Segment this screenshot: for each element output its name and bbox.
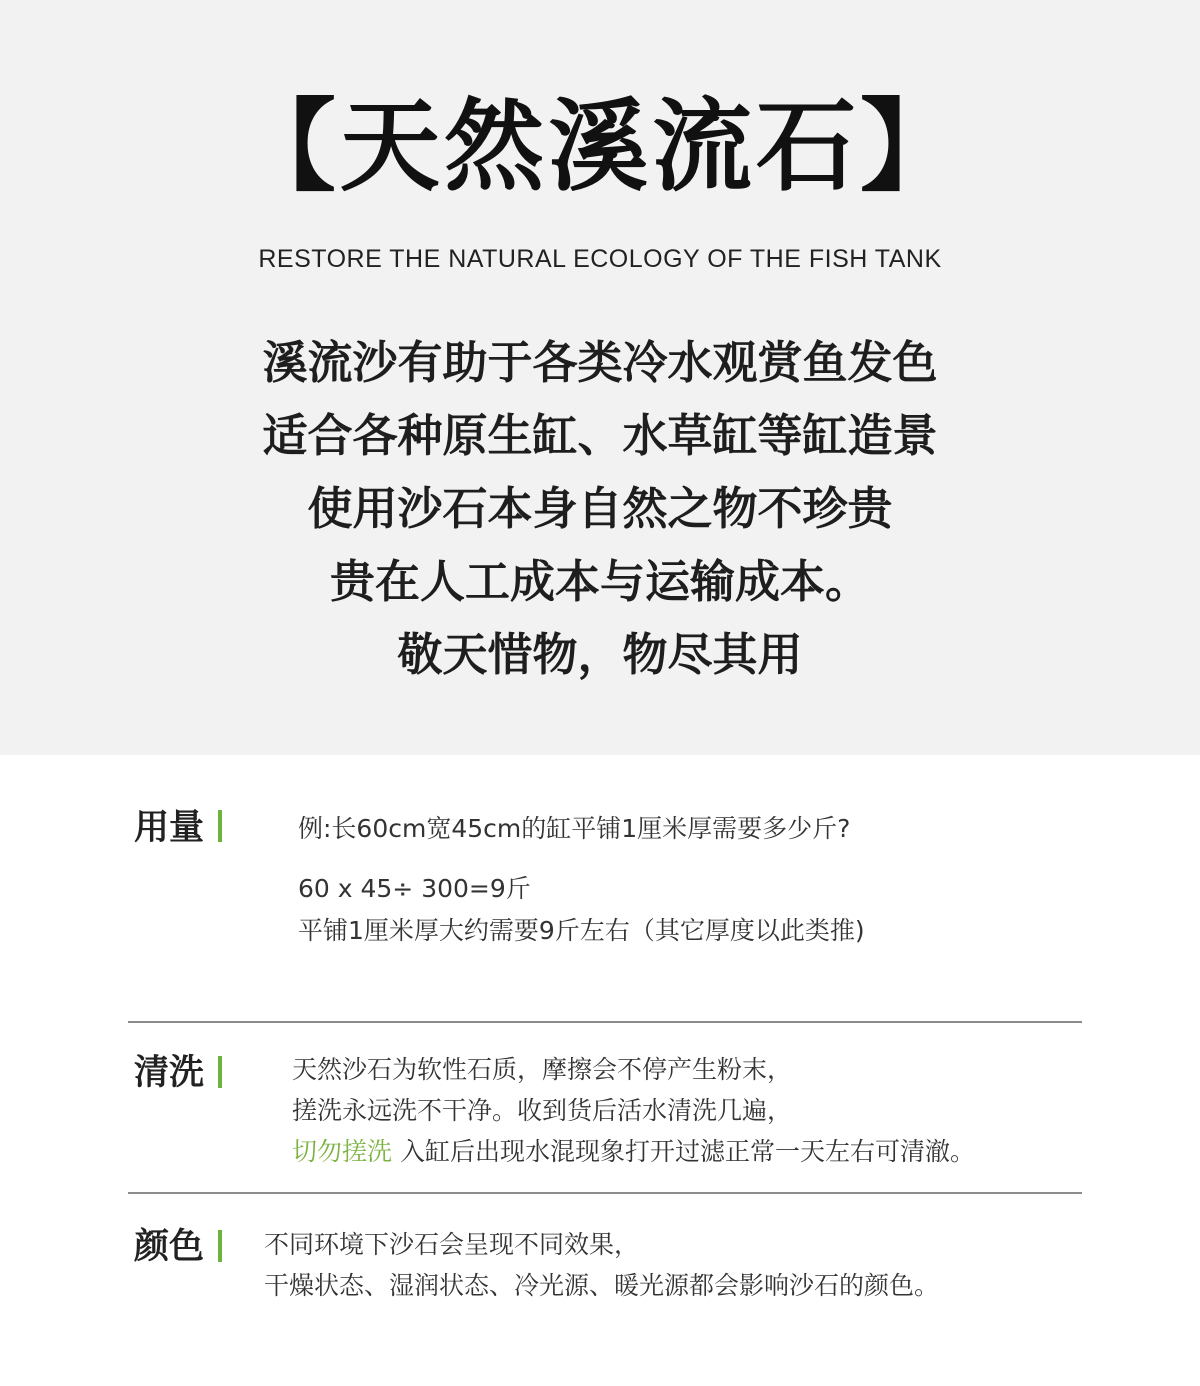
hero-description [0,326,1200,691]
section-divider [128,1021,1082,1023]
cleaning-line-1: 天然沙石为软性石质，摩擦会不停产生粉末， [292,1055,793,1084]
page-subtitle: RESTORE THE NATURAL ECOLOGY OF THE FISH TANK [258,245,942,273]
cleaning-title: 清洗 [134,1053,205,1093]
usage-formula: 60 x 45÷ 300=9斤 [298,874,531,903]
cleaning-line-3-text: 入缸后出现水混现象打开过滤正常一天左右可清澈。 [392,1137,975,1166]
usage-question: 例:长60cm宽45cm的缸平铺1厘米厚需要多少斤? [298,814,851,843]
color-line-1: 不同环境下沙石会呈现不同效果， [264,1230,640,1259]
hero-line: 贵在人工成本与运输成本。 [329,555,870,608]
page-title: 【天然溪流石】 [236,88,964,205]
hero-line: 适合各种原生缸、水草缸等缸造景 [262,409,938,462]
color-accent-bar [218,1230,222,1262]
hero-line: 敬天惜物，物尽其用 [397,628,803,681]
hero-line: 使用沙石本身自然之物不珍贵 [307,482,893,535]
usage-result: 平铺1厘米厚大约需要9斤左右（其它厚度以此类推) [298,916,865,945]
section-divider [128,1192,1082,1194]
color-title: 颜色 [134,1227,205,1267]
cleaning-line-3 [292,1131,975,1172]
hero-line: 溪流沙有助于各类冷水观赏鱼发色 [262,336,938,389]
cleaning-accent-bar [218,1056,222,1088]
color-line-2: 干燥状态、湿润状态、冷光源、暖光源都会影响沙石的颜色。 [264,1271,940,1300]
cleaning-warning: 切勿搓洗 [292,1137,393,1166]
usage-title: 用量 [134,808,205,848]
cleaning-line-2: 搓洗永远洗不干净。收到货后活水清洗几遍， [292,1096,793,1125]
usage-accent-bar [218,810,222,842]
